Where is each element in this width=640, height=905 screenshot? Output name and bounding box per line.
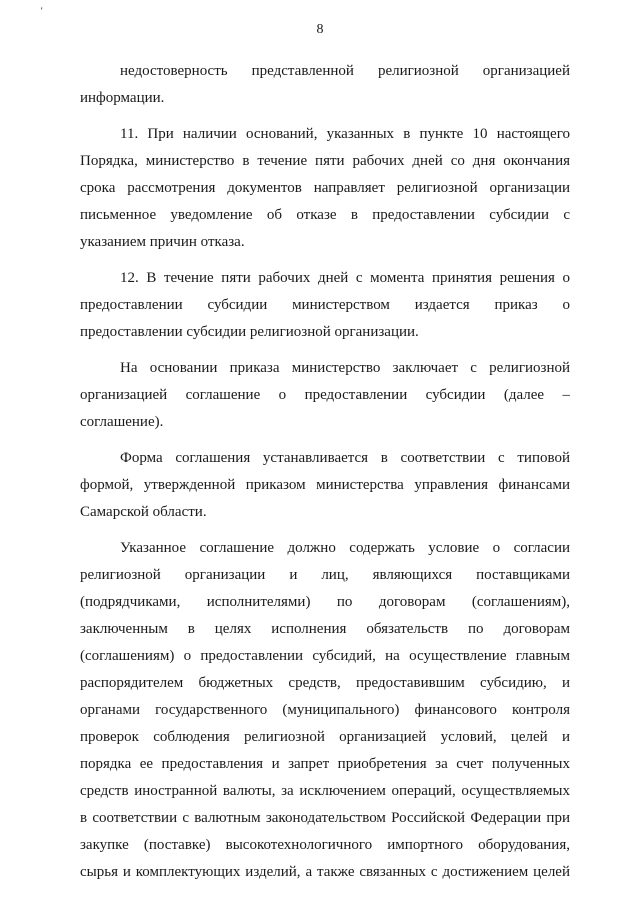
text-line: письменное уведомление об отказе в предоставлении субсидии с [80,207,570,223]
text-line: проверок соблюдения религиозной организацией условий, целей и [80,729,570,745]
text-line: (подрядчиками, исполнителями) по договорам (соглашениям), [80,594,570,610]
body-text [80,58,570,886]
text-line: Форма соглашения устанавливается в соответствии с типовой [120,450,570,466]
text-line: соглашение). [80,414,164,430]
text-line: закупке (поставке) высокотехнологичного импортного оборудования, [80,837,570,853]
text-line: порядка ее предоставления и запрет приобретения за счет полученных [80,756,570,772]
text-line: указанием причин отказа. [80,234,245,250]
text-line: Самарской области. [80,504,207,520]
text-line: формой, утвержденной приказом министерства управления финансами [80,477,570,493]
text-line: заключенным в целях исполнения обязательств по договорам [80,621,570,637]
text-line: средств иностранной валюты, за исключением операций, осуществляемых [80,783,570,799]
text-line: религиозной организации и лиц, являющихся поставщиками [80,567,570,583]
text-line: Указанное соглашение должно содержать условие о согласии [120,540,570,556]
text-line: предоставлении субсидии министерством издается приказ о [80,297,570,313]
text-line: информации. [80,90,165,106]
text-line: Порядка, министерство в течение пяти рабочих дней со дня окончания [80,153,570,169]
text-line: 12. В течение пяти рабочих дней с момента принятия решения о [120,270,570,286]
text-line: 11. При наличии оснований, указанных в пункте 10 настоящего [120,126,570,142]
scan-mark: ‘ [40,6,44,17]
text-line: органами государственного (муниципального) финансового контроля [80,702,570,718]
text-line: недостоверность представленной религиозной организацией [120,63,570,79]
text-line: срока рассмотрения документов направляет религиозной организации [80,180,570,196]
text-line: распорядителем бюджетных средств, предоставившим субсидию, и [80,675,570,691]
page-number: 8 [316,22,324,37]
text-line: (соглашениям) о предоставлении субсидий, на осуществление главным [80,648,570,664]
text-line: организацией соглашение о предоставлении субсидии (далее – [80,387,570,403]
text-line: На основании приказа министерство заключает с религиозной [120,360,570,376]
text-line: в соответствии с валютным законодательством Российской Федерации при [80,810,570,826]
text-line: сырья и комплектующих изделий, а также связанных с достижением целей [80,864,570,880]
text-line: предоставлении субсидии религиозной организации. [80,324,419,340]
